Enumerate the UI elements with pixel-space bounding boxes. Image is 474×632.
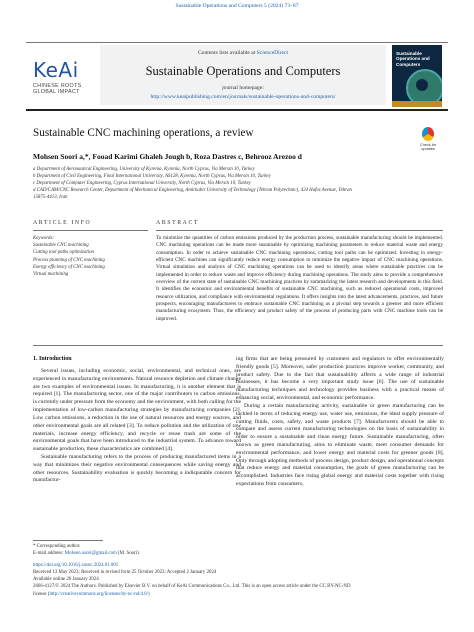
article-title: Sustainable CNC machining operations, a review [33,127,254,139]
keyword-item: Process planning of CNC machining [33,257,105,263]
email-link[interactable]: Mohsen.soori@gmail.com [64,551,117,557]
sciencedirect-link[interactable]: ScienceDirect [256,50,289,56]
paragraph: Sustainable manufacturing refers to the process of producing manufactured items in a way that minimizes their negative environmental consequences while saving energy and other resources. Sustainability evaluation is quickly becoming a indisputable concern for manufactur- [33,453,241,484]
article-info-heading: ARTICLE INFO [33,220,92,226]
keai-logo-tagline: CHINESE ROOTS GLOBAL IMPACT [33,83,82,96]
license-line-2: license (http://creativecommons.org/licenses/by-nc-nd/4.0/) [33,591,150,597]
abstract-text: To minimize the quantities of carbon emissions produced by the production process, sustainable manufacturing should be implemented. CNC machining operations can be made more sustainable by optimizing machining parameters to reduce material waste and energy consumption. In order to achieve sustainable CNC machining operations, cutting tool paths can be optimized. Investing in energy-efficient CNC machines can significantly reduce energy consumption to minimize the negative impact of CNC machining operations. Virtual simulation and analysis of CNC machining operations can be used to identify areas where sustainable practices can be implemented in order to reduce waste and improve efficiency during machining operations. The study aims to provide a comprehensive overview of the current state of sustainable CNC machining practices by summarizing the latest research and developments in this field. It identifies the economic and environmental benefits of sustainable CNC machining, such as reduced operational costs, improved resource utilization, and compliance with environmental regulations. It offers insights into the latest advancements, practices, and future prospects, encouraging manufacturers to embrace sustainable CNC machining as a pivotal step towards a greener and more efficient manufacturing ecosystem. Thus, the efficiency and product safety of the process of producing parts with CNC machine tools can be improved. [156,235,443,322]
available-online: Available online 26 January 2024 [33,577,99,583]
header-bottom-divider [26,109,448,111]
keywords-label: Keywords: [33,236,55,241]
keyword-item: Virtual machining [33,272,69,278]
received-dates: Received 13 May 2023; Received in revised form 25 October 2023; Accepted 2 January 2024 [33,569,217,575]
email-note: E-mail address: Mohsen.soori@gmail.com (M. Soori). [33,551,140,557]
license-line-1: 2666-4127/© 2024 The Authors. Published by Elsevier B.V. on behalf of KeAi Communications Co., Ltd. This is an open access article under the CC BY-NC-ND [33,584,351,590]
abstract-bottom-rule [33,345,443,346]
affiliation-a: a Department of Aeronautical Engineering, University of Kyrenia, Kyrenia, North Cyprus, Via Mersin 10, Turkey [33,167,255,172]
paragraph: Several issues, including economic, social, environmental, and technical ones, are experienced in manufacturing environments. Natural resource depletion and climate change are two examples of environmental issues. In manufacturing, it is another element that is required [1]. The manufacturing sector, one of the major contributors to carbon emissions, is currently under pressure from the economy and the environment, with both calling for the implementation of low-carbon manufacturing strategies by manufacturing companies [2]. Low carbon emissions, a reduction in the use of natural resources and energy sources, and other environmental goals are all related [3]. To reduce pollution and the utilization of raw materials, increase energy efficiency, and recycle or reuse trash are some of the environmental goals that have been introduced to the industrial system. To advance toward sustainable production, these characteristics are combined [4]. [33,368,241,453]
keai-logo [33,60,93,95]
body-left-column [33,368,241,485]
affiliations [33,166,443,201]
abstract-rule [156,230,443,231]
header-top-divider [26,42,448,43]
journal-title: Sustainable Operations and Computers [145,64,341,78]
paragraph: During a certain manufacturing activity, sustainable or green manufacturing can be tackled in terms of reducing energy use, water use, emissions, the ideal supply pressure of cutting fluids, costs, safety, and waste products [7]. Manufacturers should be able to compare and assess current manufacturing technologies on the basis of sustainability in order to ensure a sustainable and clean energy future. Sustainable manufacturing, often known as green manufacturing, aims to eliminate waste, meet consumer demands for environmental performance, and lower energy and material costs for greener goods [8]. Only through adopting methods of process design, product design, and operational concepts that reduce energy and material consumption, the goals of green manufacturing can be accomplished. Industries face rising global energy and material costs together with rising expectations from consumers, [236,402,444,487]
homepage-label: journal homepage: [222,85,264,91]
keyword-item: Sustainable CNC machining [33,243,89,249]
corresponding-author-note: * Corresponding author. [33,544,81,549]
keywords-list [33,235,148,278]
body-right-column [236,356,444,489]
journal-citation-line[interactable]: Sustainable Operations and Computers 5 (2024) 73–87 [175,3,299,9]
check-for-updates-button[interactable]: Check for updates [414,127,442,157]
contents-availability: Contents lists available at ScienceDirect [197,50,289,56]
abstract-heading: ABSTRACT [156,220,200,226]
introduction-heading: 1. Introduction [33,356,72,362]
affiliation-d: d CAD/CAM/CNC Research Center, Department of Mechanical Engineering, Amirkabir University of Technology (Tehran Polytechnic), 424 Hafez Avenue, Tehran [33,188,352,194]
footnote-rule [33,540,103,541]
doi-link[interactable]: https://doi.org/10.1016/j.susoc.2024.01.001 [33,562,119,568]
keai-logo-mark: KeAi [33,58,79,82]
homepage-url-link[interactable]: http://www.keaipublishing.com/en/journals/sustainable-operations-and-computers/ [150,94,336,100]
footnotes [33,543,453,598]
article-authors[interactable]: Mohsen Soori a,*, Fooad Karimi Ghaleh Jough b, Roza Dastres c, Behrooz Arezoo d [33,152,302,161]
check-updates-icon [422,127,434,141]
journal-cover-image: Sustainable Operations and Computers [392,45,442,107]
keyword-item: Cutting tool paths optimization [33,250,95,256]
license-link[interactable]: http://creativecommons.org/licenses/by-nc-nd/4.0/ [49,591,148,597]
paragraph: ing firms that are being pressured by customers and regulators to offer environmentally friendly goods [5]. Moreover, safer production practices improve worker, community, and product safety. Due to the fact that sustainability affects a wide range of industrial businesses, it has become a very important study issue [6]. The use of sustainable manufacturing techniques and technology provides business with a practical means of enhancing social, environmental, and economic performance. [236,356,444,402]
affiliation-c: c Department of Computer Engineering, Cyprus International University, North Cyprus, Via Mersin 10, Turkey [33,181,251,187]
article-info-rule [33,230,148,231]
affiliation-b: b Department of Civil Engineering, Final International University, AS128, Kyrenia, North Cyprus, Via Mersin 10, Turkey [33,174,271,180]
keyword-item: Energy efficiency of CNC machining [33,264,105,270]
affiliation-d-cont: 15875-4413, Iran [33,195,68,201]
